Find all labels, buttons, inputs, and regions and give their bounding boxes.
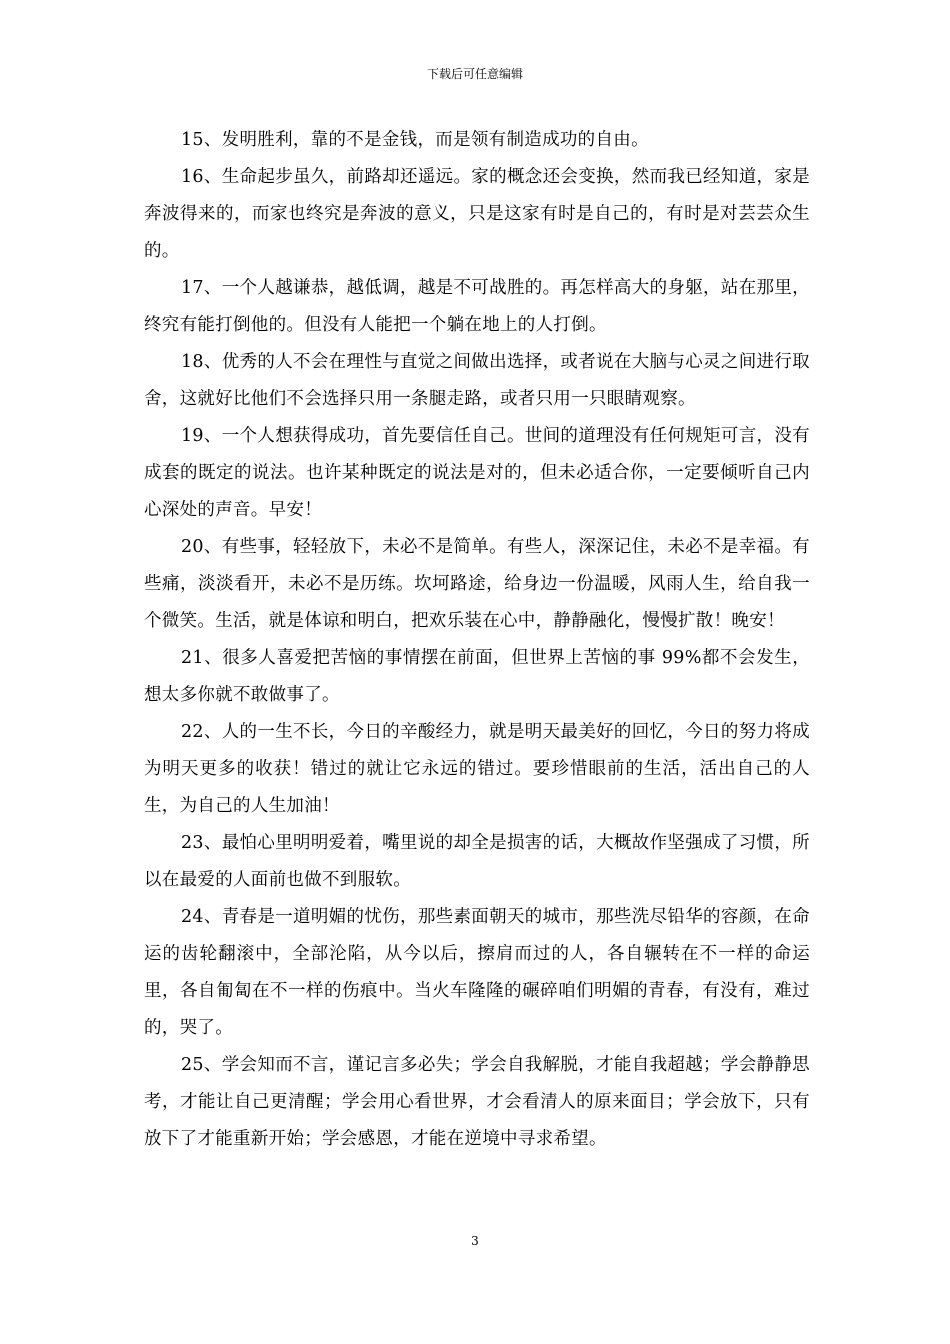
paragraph-16: 16、生命起步虽久，前路却还遥远。家的概念还会变换，然而我已经知道，家是奔波得来的，而家也终究是奔波的意义，只是这家有时是自己的，有时是对芸芸众生的。 [144,167,810,261]
page-number: 3 [471,1234,479,1248]
paragraph-23: 23、最怕心里明明爱着，嘴里说的却全是损害的话，大概故作坚强成了习惯，所以在最爱的人面前也做不到服软。 [144,833,810,890]
page-header: 下载后可任意编辑 [426,67,523,81]
paragraph-24: 24、青春是一道明媚的忧伤，那些素面朝天的城市，那些洗尽铅华的容颜，在命运的齿轮翻滚中，全部沦陷，从今以后，擦肩而过的人，各自辗转在不一样的命运里，各自匍匐在不一样的伤痕中。当火车隆隆的碾碎咱们明媚的青春，有没有，难过的，哭了。 [144,907,810,1038]
paragraph-21: 21、很多人喜爱把苦恼的事情摆在前面，但世界上苦恼的事 99%都不会发生，想太多你就不敢做事了。 [144,648,810,705]
paragraph-17: 17、一个人越谦恭，越低调，越是不可战胜的。再怎样高大的身躯，站在那里，终究有能打倒他的。但没有人能把一个躺在地上的人打倒。 [144,278,810,335]
paragraph-22: 22、人的一生不长，今日的辛酸经力，就是明天最美好的回忆，今日的努力将成为明天更多的收获！错过的就让它永远的错过。要珍惜眼前的生活，活出自己的人生，为自己的人生加油！ [144,722,810,816]
document-body [144,122,810,1158]
paragraph-15: 15、发明胜利，靠的不是金钱，而是领有制造成功的自由。 [181,130,649,150]
paragraph-18: 18、优秀的人不会在理性与直觉之间做出选择，或者说在大脑与心灵之间进行取舍，这就好比他们不会选择只用一条腿走路，或者只用一只眼睛观察。 [144,352,810,409]
paragraph-25: 25、学会知而不言，谨记言多必失；学会自我解脱，才能自我超越；学会静静思考，才能让自己更清醒；学会用心看世界，才会看清人的原来面目；学会放下，只有放下了才能重新开始；学会感恩，才能在逆境中寻求希望。 [144,1055,810,1149]
paragraph-20: 20、有些事，轻轻放下，未必不是简单。有些人，深深记住，未必不是幸福。有些痛，淡淡看开，未必不是历练。坎坷路途，给身边一份温暖，风雨人生，给自我一个微笑。生活，就是体谅和明白，把欢乐装在心中，静静融化，慢慢扩散！晚安！ [144,537,810,631]
paragraph-19: 19、一个人想获得成功，首先要信任自己。世间的道理没有任何规矩可言，没有成套的既定的说法。也许某种既定的说法是对的，但未必适合你，一定要倾听自己内心深处的声音。早安！ [144,426,810,520]
